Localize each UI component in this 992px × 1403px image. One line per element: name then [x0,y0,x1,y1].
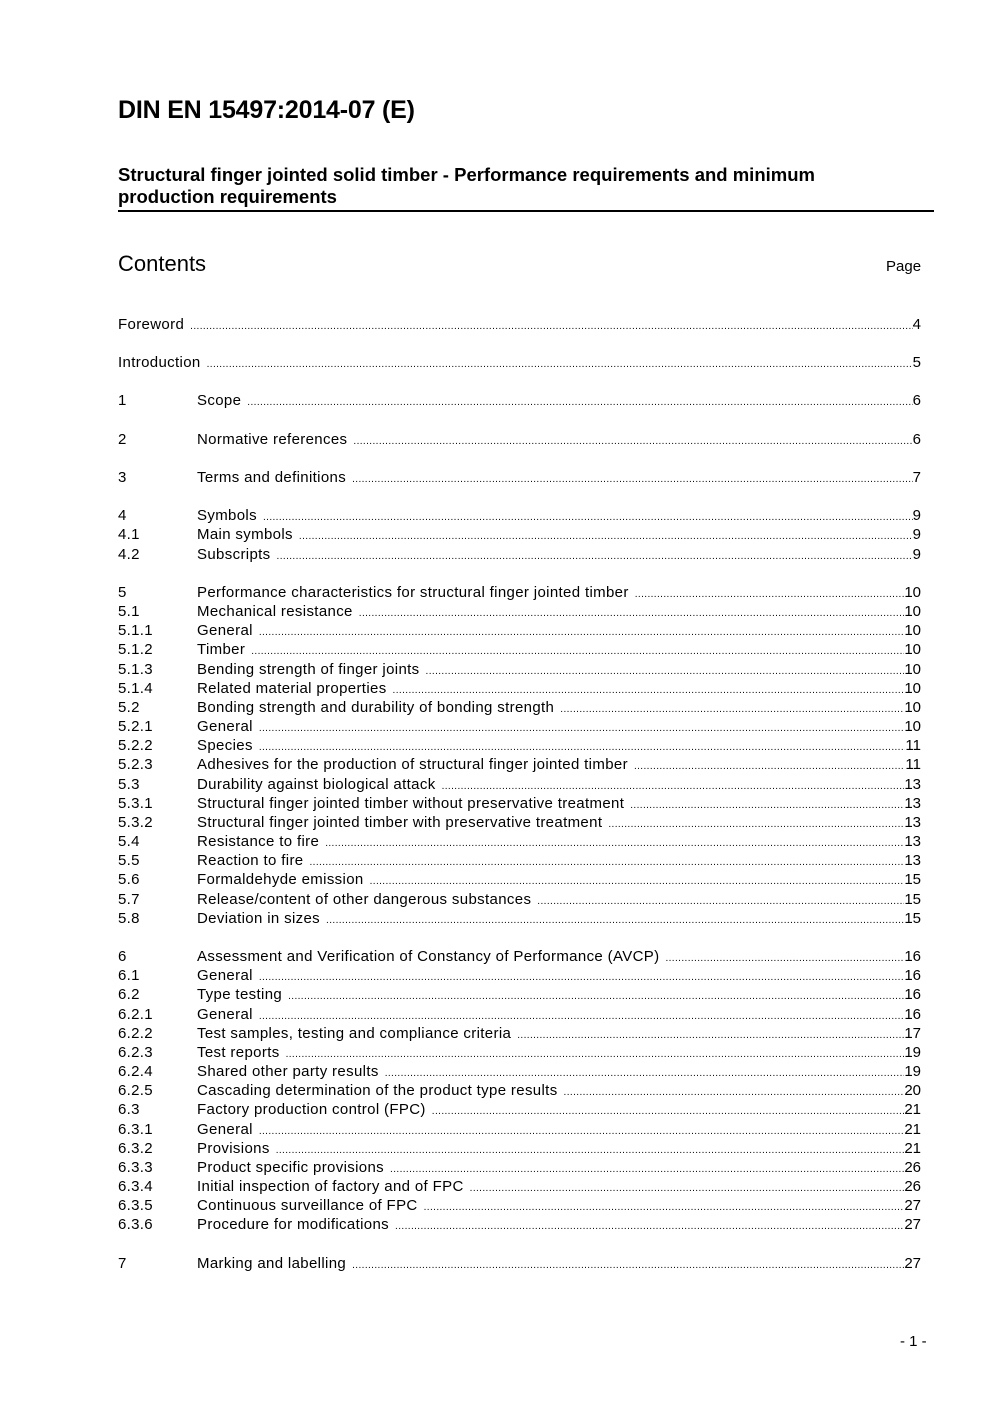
toc-entry-number: 5 [118,584,127,601]
toc-entry-title: Test samples, testing and compliance criteria [197,1025,512,1042]
toc-entry-number: 4.2 [118,546,140,563]
toc-entry-page: 16 [904,1006,921,1023]
toc-entry[interactable] [118,1215,921,1234]
toc-entry[interactable] [118,1196,921,1215]
toc-entry-title: Shared other party results [197,1063,379,1080]
toc-dot-leader [432,1102,905,1121]
toc-entry[interactable] [118,1120,921,1139]
toc-entry[interactable] [118,1024,921,1043]
toc-entry-number: 5.2.2 [118,737,153,754]
toc-entry-title: Reaction to fire [197,852,304,869]
toc-entry-number: 6.3 [118,1101,140,1118]
toc-entry-page: 13 [904,814,921,831]
toc-entry-title: Related material properties [197,680,387,697]
toc-entry-page: 21 [904,1140,921,1157]
toc-entry-title: Provisions [197,1140,270,1157]
toc-entry-number: 6.3.5 [118,1197,153,1214]
toc-entry-page: 17 [904,1025,921,1042]
toc-entry-page: 7 [912,469,921,486]
toc-entry[interactable] [118,1081,921,1100]
toc-entry[interactable] [118,832,921,851]
toc-entry-title: Subscripts [197,546,271,563]
document-title: Structural finger jointed solid timber - Performance requirements and minimum production requirements [118,164,815,207]
toc-entry-page: 13 [904,776,921,793]
toc-entry-title: Normative references [197,431,348,448]
toc-dot-leader [353,432,912,451]
toc-entry-page: 9 [912,526,921,543]
toc-entry-title: General [197,1006,253,1023]
toc-entry-number: 5.8 [118,910,140,927]
toc-entry-page: 26 [904,1159,921,1176]
toc-entry[interactable] [118,640,921,659]
toc-entry-page: 13 [904,833,921,850]
toc-entry-title: Main symbols [197,526,293,543]
toc-entry-page: 15 [904,891,921,908]
toc-entry-page: 10 [904,641,921,658]
toc-entry-page: 10 [904,718,921,735]
toc-entry-number: 5.1.1 [118,622,153,639]
toc-entry-page: 10 [904,622,921,639]
toc-entry-number: 5.3.2 [118,814,153,831]
toc-entry-title: Structural finger jointed timber with preservative treatment [197,814,603,831]
toc-entry-title: Durability against biological attack [197,776,436,793]
toc-entry-page: 11 [905,737,921,754]
toc-entry-number: 5.2 [118,699,140,716]
toc-entry-number: 5.3 [118,776,140,793]
toc-entry[interactable] [118,353,921,372]
toc-entry-title: Product specific provisions [197,1159,385,1176]
toc-entry-page: 13 [904,852,921,869]
toc-entry-number: 4 [118,507,127,524]
toc-entry-title: Marking and labelling [197,1255,347,1272]
toc-entry[interactable] [118,1100,921,1119]
toc-entry-number: 7 [118,1255,127,1272]
document-id: DIN EN 15497:2014-07 (E) [118,96,415,124]
toc-entry[interactable] [118,947,921,966]
toc-dot-leader [634,757,905,776]
toc-entry-number: 6.3.4 [118,1178,153,1195]
toc-entry-number: 5.1.4 [118,680,153,697]
toc-entry-number: 6.2.4 [118,1063,153,1080]
toc-entry-page: 16 [904,986,921,1003]
toc-entry-page: 5 [912,354,921,371]
toc-entry[interactable] [118,1043,921,1062]
toc-dot-leader [288,987,904,1006]
toc-entry-title: Species [197,737,253,754]
toc-entry-title: Formaldehyde emission [197,871,364,888]
toc-entry-number: 1 [118,392,127,409]
toc-entry-number: 5.1.3 [118,661,153,678]
toc-entry-number: 5.4 [118,833,140,850]
toc-entry[interactable] [118,890,921,909]
toc-entry[interactable] [118,870,921,889]
toc-entry-page: 9 [912,546,921,563]
toc-entry-title: Timber [197,641,246,658]
toc-entry-page: 10 [904,699,921,716]
toc-entry-page: 9 [912,507,921,524]
toc-dot-leader [352,1256,904,1275]
page-column-heading: Page [886,258,922,275]
toc-entry-page: 10 [904,661,921,678]
toc-entry-title: Structural finger jointed timber without preservative treatment [197,795,625,812]
toc-entry-page: 10 [904,584,921,601]
toc-entry-number: 5.7 [118,891,140,908]
toc-entry-title: Release/content of other dangerous substances [197,891,532,908]
toc-entry-page: 27 [904,1255,921,1272]
contents-heading: Contents [118,251,207,276]
toc-dot-leader [190,317,913,336]
toc-entry-number: 6.2.2 [118,1025,153,1042]
toc-entry[interactable] [118,468,921,487]
toc-entry[interactable] [118,813,921,832]
toc-entry-page: 15 [904,871,921,888]
toc-entry-number: 6 [118,948,127,965]
toc-entry[interactable] [118,525,921,544]
toc-entry-title: Type testing [197,986,283,1003]
toc-entry-number: 5.3.1 [118,795,153,812]
toc-entry[interactable] [118,698,921,717]
toc-dot-leader [207,355,913,374]
toc-entry-title: Bending strength of finger joints [197,661,420,678]
toc-entry-title: Deviation in sizes [197,910,321,927]
toc-entry-page: 27 [904,1197,921,1214]
toc-entry-title: Assessment and Verification of Constancy of Performance (AVCP) [197,948,660,965]
toc-entry[interactable] [118,1139,921,1158]
toc-entry-title: Factory production control (FPC) [197,1101,426,1118]
page-number: - 1 - [900,1333,927,1350]
toc-entry-number: 6.2 [118,986,140,1003]
toc-entry-title: Procedure for modifications [197,1216,390,1233]
toc-entry-number: 6.3.3 [118,1159,153,1176]
toc-dot-leader [299,527,913,546]
toc-entry-title: Resistance to fire [197,833,320,850]
toc-entry-title: Adhesives for the production of structural finger jointed timber [197,756,628,773]
toc-dot-leader [395,1217,904,1236]
toc-entry[interactable] [118,985,921,1004]
toc-entry-page: 15 [904,910,921,927]
toc-entry-title: General [197,622,253,639]
toc-entry-number: 5.5 [118,852,140,869]
toc-entry-page: 27 [904,1216,921,1233]
toc-entry-title: Cascading determination of the product type results [197,1082,558,1099]
toc-entry-number: 4.1 [118,526,140,543]
toc-entry-title: Initial inspection of factory and of FPC [197,1178,464,1195]
toc-dot-leader [352,470,913,489]
toc-entry-page: 6 [912,392,921,409]
toc-entry-page: 11 [905,756,921,773]
toc-entry[interactable] [118,755,921,774]
toc-entry[interactable] [118,1005,921,1024]
toc-entry[interactable] [118,775,921,794]
title-underline [118,210,934,212]
toc-entry-title: General [197,967,253,984]
toc-entry-page: 20 [904,1082,921,1099]
toc-entry-number: 6.2.3 [118,1044,153,1061]
toc-entry[interactable] [118,794,921,813]
toc-entry-number: 6.1 [118,967,140,984]
toc-entry[interactable] [118,621,921,640]
toc-entry[interactable] [118,736,921,755]
toc-entry[interactable] [118,602,921,621]
toc-entry-page: 19 [904,1063,921,1080]
toc-entry[interactable] [118,1158,921,1177]
toc-dot-leader [370,872,905,891]
toc-entry-page: 4 [912,316,921,333]
toc-entry[interactable] [118,430,921,449]
toc-entry-title: General [197,718,253,735]
toc-entry[interactable] [118,679,921,698]
toc-entry-title: General [197,1121,253,1138]
toc-entry-title: Bonding strength and durability of bonding strength [197,699,555,716]
toc-entry[interactable] [118,1254,921,1273]
toc-entry-title: Foreword [118,316,185,333]
toc-entry-title: Continuous surveillance of FPC [197,1197,418,1214]
toc-entry[interactable] [118,717,921,736]
toc-entry-title: Scope [197,392,242,409]
toc-entry-title: Terms and definitions [197,469,347,486]
toc-entry-number: 6.3.1 [118,1121,153,1138]
toc-entry-page: 10 [904,680,921,697]
toc-dot-leader [247,393,912,412]
toc-entry-title: Symbols [197,507,257,524]
toc-entry[interactable] [118,660,921,679]
toc-entry-number: 5.6 [118,871,140,888]
toc-entry-page: 21 [904,1121,921,1138]
toc-entry-page: 21 [904,1101,921,1118]
toc-entry-page: 13 [904,795,921,812]
toc-dot-leader [251,642,904,661]
toc-entry[interactable] [118,851,921,870]
toc-entry-page: 10 [904,603,921,620]
toc-entry[interactable] [118,1062,921,1081]
toc-entry-number: 5.2.3 [118,756,153,773]
toc-entry-title: Performance characteristics for structural finger jointed timber [197,584,629,601]
toc-entry[interactable] [118,315,921,334]
toc-entry[interactable] [118,506,921,525]
toc-entry[interactable] [118,391,921,410]
toc-entry-page: 16 [904,948,921,965]
toc-entry-page: 16 [904,967,921,984]
toc-entry-number: 5.2.1 [118,718,153,735]
toc-entry-number: 5.1 [118,603,140,620]
toc-entry[interactable] [118,583,921,602]
toc-entry-title: Introduction [118,354,201,371]
toc-entry[interactable] [118,909,921,928]
toc-dot-leader [277,547,913,566]
toc-entry-number: 6.2.5 [118,1082,153,1099]
toc-entry-page: 26 [904,1178,921,1195]
toc-entry-number: 5.1.2 [118,641,153,658]
toc-entry-number: 6.2.1 [118,1006,153,1023]
toc-entry-number: 6.3.2 [118,1140,153,1157]
toc-entry-title: Test reports [197,1044,280,1061]
toc-dot-leader [326,911,904,930]
toc-entry[interactable] [118,966,921,985]
toc-entry[interactable] [118,545,921,564]
toc-entry-number: 3 [118,469,127,486]
toc-entry-number: 6.3.6 [118,1216,153,1233]
toc-entry-number: 2 [118,431,127,448]
toc-entry-title: Mechanical resistance [197,603,353,620]
toc-entry[interactable] [118,1177,921,1196]
toc-entry-page: 19 [904,1044,921,1061]
toc-entry-page: 6 [912,431,921,448]
